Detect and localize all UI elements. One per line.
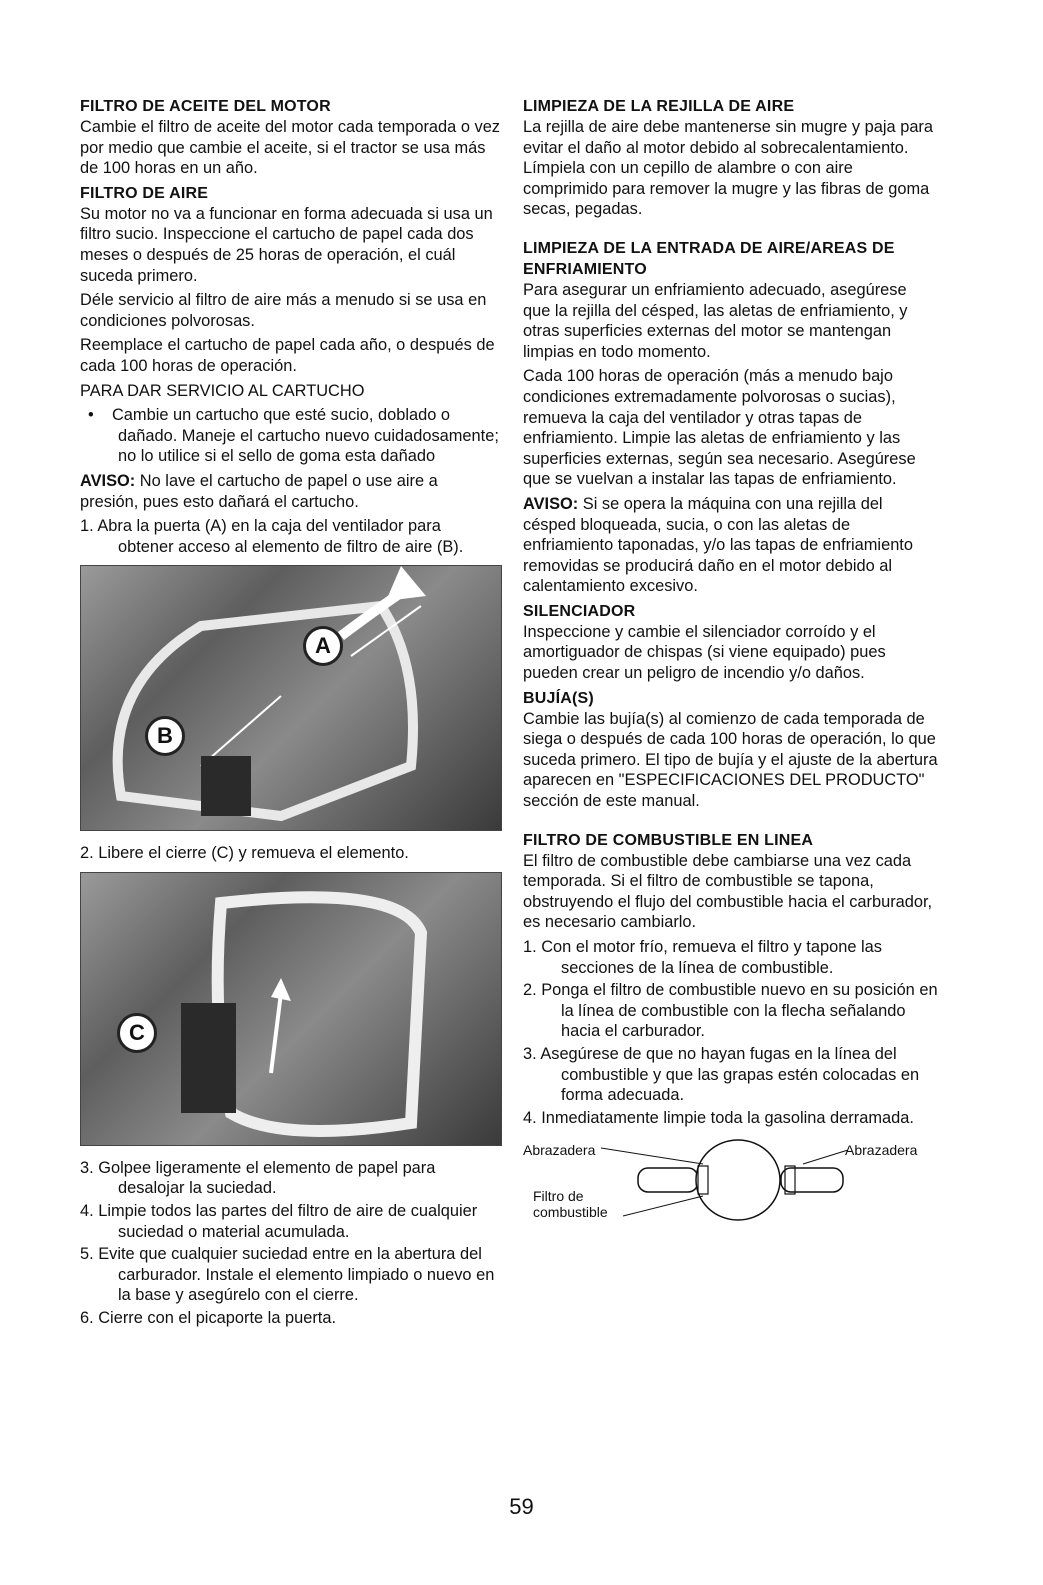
spark-plug-text: Cambie las bujía(s) al comienzo de cada temporada de siega o después de cada 100 horas de operación, lo que suceda primero. El tipo de bujía y el ajuste de la abertura aparecen en "ESPECIFICACIONES DEL PRODUCTO" sección de este manual.: [523, 709, 938, 811]
photo-open-door: [80, 565, 502, 831]
air-filter-step-6: 6. Cierre con el picaporte la puerta.: [80, 1309, 337, 1328]
notice-label: AVISO:: [80, 471, 136, 490]
cooling-notice-text: Si se opera la máquina con una rejilla del césped bloqueada, sucia, o con las aletas de enfriamiento taponadas, y/o las tapas de enfriamiento removidas se producirá daño en el motor debido al calentamiento excesivo.: [523, 494, 913, 596]
oil-filter-heading: FILTRO DE ACEITE DEL MOTOR: [80, 98, 331, 115]
air-filter-heading: FILTRO DE AIRE: [80, 184, 209, 202]
cartridge-bullet: • Cambie un cartucho que esté sucio, doblado o dañado. Maneje el cartucho nuevo cuidadosamente; no lo utilice si el sello de goma esta dañado: [88, 406, 499, 466]
diagram-label-fuel-filter: Filtro de combustible: [533, 1188, 608, 1221]
callout-a: A: [303, 626, 343, 666]
oil-filter-text: Cambie el filtro de aceite del motor cada temporada o vez por medio que cambie el aceite, si el tractor se usa más de 100 horas en un año.: [80, 118, 501, 178]
air-filter-step-2: 2. Libere el cierre (C) y remueva el elemento.: [80, 844, 409, 863]
cooling-notice-label: AVISO:: [523, 494, 579, 513]
photo-release-latch: [80, 872, 502, 1146]
air-screen-text: La rejilla de aire debe mantenerse sin mugre y paja para evitar el daño al motor debido al sobrecalentamiento. Límpiela con un cepillo de alambre o con aire comprimido para remover la mugre y las fibras de goma secas, pegadas.: [523, 118, 934, 219]
diagram-label-clamp-right: Abrazadera: [845, 1142, 918, 1159]
fuel-filter-text: El filtro de combustible debe cambiarse una vez cada temporada. Si el filtro de combustible se tapona, obstruyendo el flujo del combustible hacia el carburador, es necesario cambiarlo.: [523, 851, 933, 932]
muffler-text: Inspeccione y cambie el silenciador corroído y el amortiguador de chispas (si viene equipado) pues pueden crear un peligro de incendio y/o daños.: [523, 622, 886, 683]
fuel-filter-step-3: 3. Asegúrese de que no hayan fugas en la línea del combustible y que las grapas estén colocadas en forma adecuada.: [523, 1044, 920, 1105]
cooling-notice: [523, 494, 938, 597]
fuel-filter-step-2: 2. Ponga el filtro de combustible nuevo en su posición en la línea de combustible con la flecha señalando hacia el carburador.: [523, 981, 938, 1041]
left-column: [80, 96, 500, 1331]
callout-c: C: [117, 1013, 157, 1053]
cartridge-service-subheading: PARA DAR SERVICIO AL CARTUCHO: [80, 381, 365, 400]
fuel-filter-diagram: [523, 1136, 938, 1236]
cartridge-bullet-text: Cambie un cartucho que esté sucio, doblado o dañado. Maneje el cartucho nuevo cuidadosamente; no lo utilice si el sello de goma esta dañado: [111, 406, 499, 466]
notice-text: No lave el cartucho de papel o use aire a presión, pues esto dañará el cartucho.: [80, 471, 438, 511]
air-screen-heading: LIMPIEZA DE LA REJILLA DE AIRE: [523, 98, 795, 115]
air-filter-step-4: 4. Limpie todos las partes del filtro de aire de cualquier suciedad o material acumulada.: [80, 1202, 478, 1241]
fuel-filter-step-1: 1. Con el motor frío, remueva el filtro y tapone las secciones de la línea de combustible.: [523, 938, 882, 977]
diagram-label-clamp-left: Abrazadera: [523, 1142, 596, 1159]
air-filter-para-2: Déle servicio al filtro de aire más a menudo si se usa en condiciones polvorosas.: [80, 291, 487, 330]
air-filter-step-3: 3. Golpee ligeramente el elemento de papel para desalojar la suciedad.: [80, 1158, 436, 1198]
spark-plug-heading: BUJÍA(S): [523, 689, 594, 707]
cooling-areas-para-2: Cada 100 horas de operación (más a menudo bajo condiciones extremadamente polvorosas o sucias), remueva la caja del ventilador y otras tapas de enfriamiento. Limpie las aletas de enfriamiento y las superficies externas, según sea necesario. Asegúrese que se vuelvan a instalar las tapas de enfriamiento.: [523, 367, 916, 489]
page-number: 59: [509, 1494, 534, 1519]
cooling-areas-heading: LIMPIEZA DE LA ENTRADA DE AIRE/AREAS DE ENFRIAMIENTO: [523, 239, 895, 278]
air-filter-step-5: 5. Evite que cualquier suciedad entre en la abertura del carburador. Instale el elemento limpiado o nuevo en la base y asegúrelo con el cierre.: [80, 1245, 495, 1305]
right-column: [523, 96, 938, 1236]
cooling-areas-para-1: Para asegurar un enfriamiento adecuado, asegúrese que la rejilla del césped, las aletas de enfriamiento, y otras superficies externas del motor se mantengan limpias en todo momento.: [523, 280, 908, 361]
air-filter-step-1: 1. Abra la puerta (A) en la caja del ventilador para obtener acceso al elemento de filtro de aire (B).: [80, 517, 464, 556]
air-filter-para-3: Reemplace el cartucho de papel cada año, o después de cada 100 horas de operación.: [80, 336, 495, 375]
air-filter-notice: [80, 471, 500, 512]
callout-b: B: [145, 716, 185, 756]
air-filter-para-1: Su motor no va a funcionar en forma adecuada si usa un filtro sucio. Inspeccione el cartucho de papel cada dos meses o después de 25 horas de operación, el cuál suceda primero.: [80, 204, 493, 285]
muffler-heading: SILENCIADOR: [523, 602, 636, 620]
fuel-filter-heading: FILTRO DE COMBUSTIBLE EN LINEA: [523, 831, 814, 849]
fuel-filter-step-4: 4. Inmediatamente limpie toda la gasolina derramada.: [523, 1108, 914, 1127]
